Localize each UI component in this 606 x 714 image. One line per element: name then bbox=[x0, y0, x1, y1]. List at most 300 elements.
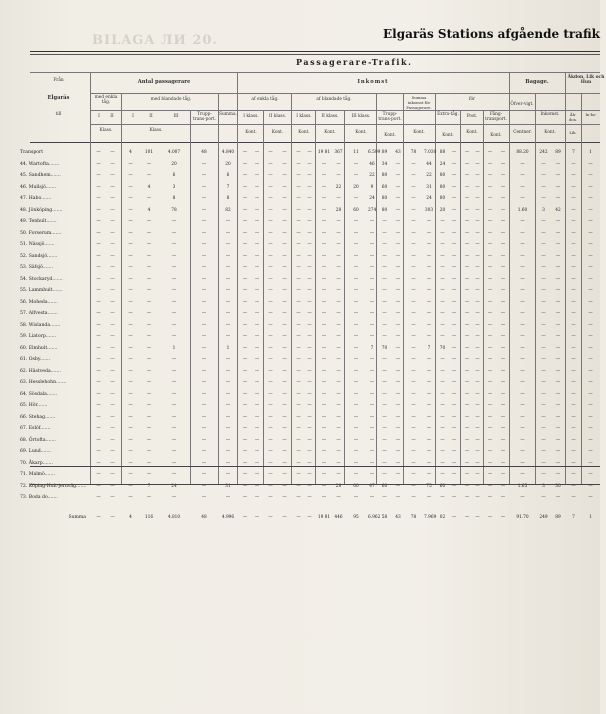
table-cell: — bbox=[242, 230, 248, 236]
table-cell: — bbox=[307, 426, 312, 431]
table-cell: — bbox=[588, 242, 593, 247]
table-cell: 60 bbox=[381, 483, 388, 489]
table-cell: — bbox=[201, 219, 207, 224]
table-cell: — bbox=[395, 380, 401, 385]
table-cell: — bbox=[171, 460, 177, 466]
table-cell: — bbox=[201, 276, 207, 282]
station-name: Elgaräs bbox=[47, 95, 70, 101]
table-cell: — bbox=[242, 391, 248, 397]
table-cell: — bbox=[296, 196, 301, 201]
table-cell: — bbox=[426, 495, 432, 500]
table-cell: 242 bbox=[539, 150, 548, 155]
table-cell: — bbox=[451, 196, 457, 201]
table-cell: — bbox=[500, 460, 506, 466]
in-sub: In-ko- bbox=[585, 112, 597, 117]
table-cell: — bbox=[307, 276, 312, 282]
table-cell: — bbox=[254, 357, 260, 362]
kont-7: Kont. bbox=[413, 130, 425, 135]
table-cell: — bbox=[369, 495, 375, 500]
table-cell: — bbox=[96, 219, 101, 224]
i-klass-enkla: I klass. bbox=[243, 114, 259, 119]
table-cell: 116 bbox=[144, 514, 154, 520]
table-cell: — bbox=[307, 161, 312, 167]
table-cell: — bbox=[440, 391, 445, 397]
table-cell: 70 bbox=[439, 345, 446, 351]
table-cell: — bbox=[500, 265, 506, 270]
table-cell: 42 bbox=[555, 207, 561, 213]
table-cell: — bbox=[307, 514, 312, 520]
table-cell: — bbox=[520, 460, 525, 466]
table-cell: — bbox=[146, 437, 152, 443]
table-cell: — bbox=[254, 150, 260, 155]
table-cell: — bbox=[475, 219, 480, 224]
table-cell: 8 bbox=[226, 196, 230, 201]
table-row bbox=[0, 275, 600, 286]
table-cell: — bbox=[96, 334, 101, 339]
station-label: 49. Tenhult....... bbox=[20, 219, 57, 224]
table-cell: — bbox=[353, 242, 359, 247]
table-cell: — bbox=[475, 334, 480, 339]
table-cell: 1 bbox=[589, 514, 592, 520]
table-cell: — bbox=[571, 391, 576, 397]
table-cell: — bbox=[110, 196, 115, 201]
table-cell: — bbox=[451, 230, 457, 236]
table-cell: — bbox=[268, 380, 273, 385]
table-cell: 02 bbox=[439, 514, 446, 520]
centner-label: Centner. bbox=[513, 130, 532, 135]
table-cell: — bbox=[146, 265, 152, 270]
table-cell: — bbox=[146, 196, 152, 201]
table-cell: — bbox=[96, 161, 101, 167]
table-cell: — bbox=[500, 334, 506, 339]
table-cell: 78 bbox=[410, 150, 417, 155]
table-cell: 4 bbox=[147, 207, 151, 213]
table-cell: — bbox=[128, 242, 133, 247]
table-cell: — bbox=[500, 276, 506, 282]
table-cell: — bbox=[426, 334, 432, 339]
table-cell: — bbox=[464, 161, 470, 167]
table-cell: — bbox=[520, 345, 525, 351]
table-cell: — bbox=[571, 207, 576, 213]
table-cell: — bbox=[451, 253, 457, 259]
table-cell: — bbox=[487, 311, 493, 316]
table-cell: — bbox=[475, 495, 480, 500]
table-cell: — bbox=[128, 311, 133, 316]
table-cell: — bbox=[96, 173, 101, 178]
table-cell: — bbox=[307, 334, 312, 339]
table-cell: — bbox=[520, 219, 525, 224]
table-cell: — bbox=[268, 426, 273, 431]
table-cell: — bbox=[225, 460, 231, 466]
table-cell: 89 bbox=[555, 514, 561, 520]
table-cell: — bbox=[254, 472, 260, 477]
table-cell: — bbox=[382, 311, 387, 316]
table-cell: — bbox=[254, 242, 260, 247]
station-label: 62. Hästveda....... bbox=[20, 368, 61, 374]
table-cell: — bbox=[307, 184, 312, 190]
table-cell: — bbox=[588, 276, 593, 282]
table-cell: — bbox=[225, 288, 231, 293]
table-cell: — bbox=[411, 414, 416, 420]
table-cell: — bbox=[487, 437, 493, 443]
table-cell: 7.969 bbox=[424, 514, 437, 520]
table-cell: 6 bbox=[226, 173, 230, 178]
table-cell: — bbox=[171, 299, 177, 305]
table-cell: — bbox=[541, 368, 546, 374]
table-cell: — bbox=[128, 219, 133, 224]
table-cell: — bbox=[268, 472, 273, 477]
table-cell: — bbox=[500, 483, 506, 489]
table-cell: — bbox=[128, 368, 133, 374]
table-cell: — bbox=[588, 437, 593, 443]
table-cell: — bbox=[171, 414, 177, 420]
table-cell: — bbox=[475, 207, 480, 213]
table-cell: 8 bbox=[172, 196, 176, 201]
table-cell: — bbox=[242, 403, 248, 408]
table-cell: — bbox=[321, 334, 327, 339]
table-cell: — bbox=[242, 288, 248, 293]
table-cell: — bbox=[336, 219, 341, 224]
table-cell: — bbox=[520, 380, 525, 385]
table-cell: — bbox=[395, 483, 401, 489]
table-cell: — bbox=[571, 288, 576, 293]
table-cell: — bbox=[487, 230, 493, 236]
table-cell: — bbox=[296, 219, 301, 224]
table-cell: — bbox=[464, 403, 470, 408]
table-cell: — bbox=[464, 219, 470, 224]
table-cell: — bbox=[268, 437, 273, 443]
table-cell: — bbox=[520, 299, 525, 305]
table-cell: — bbox=[451, 276, 457, 282]
table-cell: — bbox=[555, 414, 561, 420]
table-cell: 80 bbox=[381, 196, 388, 201]
table-cell: — bbox=[268, 150, 273, 155]
table-cell: — bbox=[475, 288, 480, 293]
table-row bbox=[0, 424, 600, 435]
table-cell: — bbox=[541, 345, 546, 351]
table-cell: — bbox=[464, 426, 470, 431]
table-cell: — bbox=[541, 173, 546, 178]
table-cell: — bbox=[268, 184, 273, 190]
table-cell: — bbox=[464, 299, 470, 305]
table-row bbox=[0, 321, 600, 332]
table-cell: — bbox=[268, 357, 273, 362]
table-cell: 60 bbox=[439, 483, 446, 489]
table-cell: — bbox=[382, 403, 387, 408]
table-cell: — bbox=[487, 414, 493, 420]
table-cell: — bbox=[296, 368, 301, 374]
table-cell: — bbox=[475, 357, 480, 362]
table-cell: — bbox=[282, 414, 287, 420]
table-cell: 46 bbox=[369, 161, 375, 167]
table-cell: — bbox=[475, 460, 480, 466]
table-cell: — bbox=[500, 345, 506, 351]
table-cell: — bbox=[395, 345, 401, 351]
table-cell: — bbox=[110, 357, 115, 362]
table-cell: — bbox=[296, 265, 301, 270]
table-cell: — bbox=[500, 207, 506, 213]
table-row bbox=[0, 447, 600, 458]
table-cell: — bbox=[336, 460, 341, 466]
table-cell: — bbox=[440, 276, 445, 282]
table-cell: — bbox=[487, 357, 493, 362]
table-cell: — bbox=[451, 426, 457, 431]
table-cell: — bbox=[500, 150, 506, 155]
table-cell: — bbox=[464, 449, 470, 454]
table-cell: — bbox=[321, 173, 327, 178]
table-cell: — bbox=[282, 472, 287, 477]
table-cell: — bbox=[110, 368, 115, 374]
table-cell: — bbox=[268, 242, 273, 247]
table-cell: — bbox=[225, 311, 231, 316]
table-cell: — bbox=[282, 219, 287, 224]
table-cell: — bbox=[171, 276, 177, 282]
table-cell: — bbox=[541, 311, 546, 316]
klass-iii-bland: III bbox=[173, 114, 179, 119]
header-rule-1 bbox=[90, 93, 600, 94]
table-cell: — bbox=[201, 437, 207, 443]
table-cell: — bbox=[588, 345, 593, 351]
table-cell: — bbox=[440, 426, 445, 431]
table-cell: — bbox=[382, 391, 387, 397]
table-cell: — bbox=[426, 426, 432, 431]
table-cell: — bbox=[268, 230, 273, 236]
table-cell: — bbox=[96, 414, 101, 420]
table-cell: — bbox=[426, 368, 432, 374]
table-cell: — bbox=[321, 299, 327, 305]
table-row bbox=[0, 309, 600, 320]
station-label: 73. Boda do....... bbox=[20, 495, 58, 500]
table-cell: — bbox=[110, 288, 115, 293]
table-cell: — bbox=[475, 299, 480, 305]
table-cell: — bbox=[254, 299, 260, 305]
table-cell: — bbox=[353, 173, 359, 178]
table-row bbox=[0, 171, 600, 182]
table-cell: — bbox=[520, 403, 525, 408]
table-cell: — bbox=[395, 472, 401, 477]
table-cell: — bbox=[395, 403, 401, 408]
table-cell: — bbox=[541, 391, 546, 397]
table-cell: — bbox=[146, 242, 152, 247]
table-cell: 7 bbox=[572, 150, 575, 155]
table-cell: — bbox=[336, 426, 341, 431]
table-cell: — bbox=[500, 514, 506, 520]
af-blandade-label: af blandade tåg. bbox=[316, 97, 352, 102]
table-cell: — bbox=[353, 368, 359, 374]
table-cell: — bbox=[395, 311, 401, 316]
table-cell: — bbox=[110, 514, 115, 520]
table-cell: — bbox=[500, 219, 506, 224]
table-cell: — bbox=[426, 230, 432, 236]
table-cell: — bbox=[336, 196, 341, 201]
table-cell: 88.20 bbox=[516, 150, 529, 155]
table-cell: — bbox=[110, 161, 115, 167]
table-cell: — bbox=[201, 184, 207, 190]
table-cell: — bbox=[321, 207, 327, 213]
table-cell: — bbox=[382, 253, 387, 259]
table-cell: — bbox=[395, 334, 401, 339]
table-cell: — bbox=[242, 253, 248, 259]
table-cell: — bbox=[146, 357, 152, 362]
table-cell: 19 81 bbox=[317, 514, 331, 520]
table-cell: — bbox=[96, 460, 101, 466]
table-cell: — bbox=[128, 265, 133, 270]
table-cell: — bbox=[464, 311, 470, 316]
table-cell: — bbox=[321, 460, 327, 466]
table-cell: — bbox=[128, 253, 133, 259]
table-cell: — bbox=[382, 380, 387, 385]
table-cell: — bbox=[520, 391, 525, 397]
table-cell: — bbox=[110, 207, 115, 213]
table-cell: — bbox=[110, 472, 115, 477]
table-cell: — bbox=[146, 322, 152, 328]
table-cell: 95 bbox=[353, 514, 359, 520]
table-cell: — bbox=[282, 150, 287, 155]
station-label: 46. Mullsjö....... bbox=[20, 184, 57, 190]
table-cell: — bbox=[353, 495, 359, 500]
table-cell: — bbox=[440, 368, 445, 374]
table-cell: — bbox=[353, 276, 359, 282]
table-cell: — bbox=[520, 173, 525, 178]
table-cell: — bbox=[588, 460, 593, 466]
table-cell: 101 bbox=[144, 150, 154, 155]
table-cell: — bbox=[282, 460, 287, 466]
table-cell: — bbox=[464, 173, 470, 178]
table-cell: 7 bbox=[370, 345, 374, 351]
table-cell: — bbox=[242, 150, 248, 155]
med-enkla-label: med enkla tåg. bbox=[94, 95, 118, 105]
table-cell: — bbox=[242, 495, 248, 500]
table-cell: — bbox=[487, 288, 493, 293]
table-cell: — bbox=[451, 460, 457, 466]
table-cell: 80 bbox=[381, 173, 388, 178]
table-cell: — bbox=[426, 311, 432, 316]
table-cell: 22 bbox=[335, 184, 342, 190]
table-cell: — bbox=[500, 368, 506, 374]
table-cell: — bbox=[201, 472, 207, 477]
table-cell: — bbox=[146, 460, 152, 466]
table-cell: — bbox=[588, 253, 593, 259]
table-cell: — bbox=[411, 253, 416, 259]
table-cell: — bbox=[146, 311, 152, 316]
table-cell: 80 bbox=[439, 173, 446, 178]
trupp-transport: Trupp-trans-port. bbox=[192, 112, 217, 122]
table-cell: — bbox=[475, 322, 480, 328]
table-cell: — bbox=[395, 299, 401, 305]
table-cell: — bbox=[282, 357, 287, 362]
table-cell: — bbox=[242, 368, 248, 374]
table-cell: — bbox=[464, 514, 470, 520]
table-cell: — bbox=[369, 265, 375, 270]
table-cell: — bbox=[487, 368, 493, 374]
table-cell: — bbox=[296, 414, 301, 420]
table-cell: — bbox=[336, 288, 341, 293]
table-cell: — bbox=[307, 391, 312, 397]
table-cell: — bbox=[128, 288, 133, 293]
table-cell: 4.996 bbox=[221, 514, 235, 520]
table-cell: — bbox=[475, 230, 480, 236]
table-cell: — bbox=[96, 265, 101, 270]
table-cell: 48 bbox=[201, 150, 207, 155]
table-cell: — bbox=[500, 449, 506, 454]
table-cell: — bbox=[146, 391, 152, 397]
table-cell: — bbox=[201, 288, 207, 293]
table-cell: — bbox=[411, 207, 416, 213]
table-cell: — bbox=[475, 414, 480, 420]
table-cell: — bbox=[500, 242, 506, 247]
table-cell: — bbox=[336, 414, 341, 420]
table-cell: — bbox=[369, 322, 375, 328]
table-cell: — bbox=[411, 230, 416, 236]
table-cell: — bbox=[395, 357, 401, 362]
table-cell: — bbox=[555, 161, 561, 167]
table-cell: — bbox=[440, 472, 445, 477]
table-cell: — bbox=[282, 184, 287, 190]
kont-3: Kont. bbox=[298, 130, 310, 135]
table-cell: — bbox=[487, 173, 493, 178]
table-cell: — bbox=[201, 368, 207, 374]
table-cell: — bbox=[282, 276, 287, 282]
table-cell: — bbox=[500, 391, 506, 397]
table-cell: — bbox=[369, 242, 375, 247]
post-label: Post. bbox=[466, 114, 478, 119]
table-cell: — bbox=[296, 426, 301, 431]
table-cell: — bbox=[395, 173, 401, 178]
table-cell: — bbox=[555, 437, 561, 443]
table-cell: — bbox=[110, 403, 115, 408]
table-cell: — bbox=[588, 357, 593, 362]
table-cell: — bbox=[146, 173, 152, 178]
table-cell: — bbox=[440, 334, 445, 339]
table-cell: — bbox=[487, 207, 493, 213]
table-cell: — bbox=[110, 242, 115, 247]
table-cell: 48 bbox=[201, 514, 207, 520]
table-cell: — bbox=[411, 403, 416, 408]
table-cell: — bbox=[395, 196, 401, 201]
table-cell: — bbox=[242, 414, 248, 420]
table-cell: 28 bbox=[335, 207, 342, 213]
table-cell: — bbox=[487, 514, 493, 520]
table-cell: — bbox=[487, 265, 493, 270]
table-cell: — bbox=[541, 161, 546, 167]
table-cell: — bbox=[353, 265, 359, 270]
table-cell: — bbox=[110, 253, 115, 259]
table-cell: — bbox=[296, 460, 301, 466]
table-cell: — bbox=[225, 426, 231, 431]
table-cell: — bbox=[110, 150, 115, 155]
table-cell: — bbox=[369, 437, 375, 443]
table-cell: — bbox=[475, 368, 480, 374]
table-cell: — bbox=[588, 207, 593, 213]
lik-sub: Lik. bbox=[569, 130, 577, 135]
table-cell: — bbox=[395, 207, 401, 213]
table-cell: — bbox=[146, 276, 152, 282]
table-cell: — bbox=[555, 322, 561, 328]
table-cell: — bbox=[520, 276, 525, 282]
table-cell: — bbox=[571, 219, 576, 224]
table-cell: — bbox=[110, 299, 115, 305]
table-cell: — bbox=[411, 173, 416, 178]
table-cell: — bbox=[500, 230, 506, 236]
table-cell: 58 bbox=[381, 514, 388, 520]
iii-klass-bland: III klass. bbox=[351, 114, 371, 119]
table-cell: — bbox=[307, 357, 312, 362]
table-cell: — bbox=[475, 150, 480, 155]
table-cell: — bbox=[475, 161, 480, 167]
table-cell: — bbox=[110, 311, 115, 316]
table-cell: — bbox=[571, 460, 576, 466]
table-cell: — bbox=[382, 357, 387, 362]
